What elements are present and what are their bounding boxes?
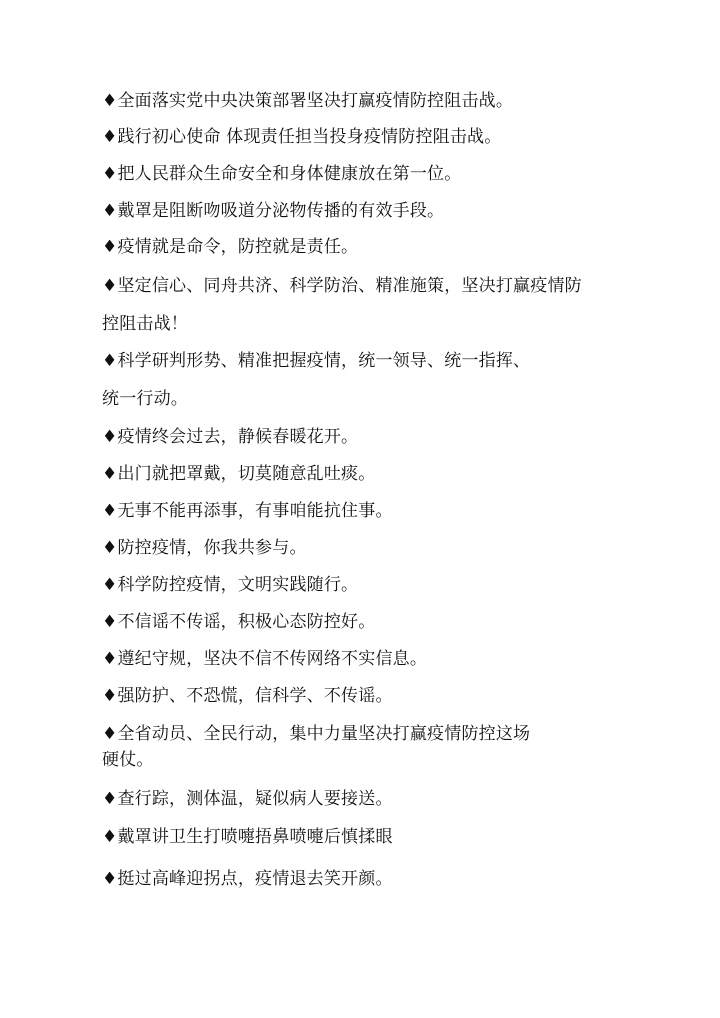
slogan-line: ♦践行初心使命 体现责任担当投身疫情防控阻击战。 <box>102 127 502 147</box>
slogan-line: ♦无事不能再添事，有事咱能抗住事。 <box>102 501 393 521</box>
slogan-line: ♦防控疫情，你我共参与。 <box>102 538 307 558</box>
slogan-line: ♦戴罩是阻断吻吸道分泌物传播的有效手段。 <box>102 201 445 221</box>
slogan-line-continuation: 硬仗。 <box>102 750 154 770</box>
slogan-line: ♦坚定信心、同舟共济、科学防治、精准施策，坚决打赢疫情防 <box>102 276 582 296</box>
slogan-line: ♦强防护、不恐慌，信科学、不传谣。 <box>102 686 393 706</box>
slogan-line: ♦不信谣不传谣，积极心态防控好。 <box>102 612 376 632</box>
slogan-line: ♦查行踪，测体温，疑似病人要接送。 <box>102 789 393 809</box>
slogan-line: ♦科学防控疫情，文明实践随行。 <box>102 575 359 595</box>
slogan-line: ♦全面落实党中央决策部署坚决打赢疫情防控阻击战。 <box>102 91 514 111</box>
slogan-line: ♦把人民群众生命安全和身体健康放在第一位。 <box>102 164 462 184</box>
slogan-line: ♦科学研判形势、精准把握疫情，统一领导、统一指挥、 <box>102 351 531 371</box>
slogan-line: ♦疫情就是命令，防控就是责任。 <box>102 237 359 257</box>
slogan-line-continuation: 统一行动。 <box>102 389 188 409</box>
slogan-line: ♦挺过高峰迎拐点，疫情退去笑开颜。 <box>102 869 393 889</box>
slogan-line: ♦遵纪守规，坚决不信不传网络不实信息。 <box>102 649 428 669</box>
slogan-line: ♦戴罩讲卫生打喷嚏捂鼻喷嚏后慎揉眼 <box>102 827 393 847</box>
slogan-line-continuation: 控阻击战！ <box>102 314 188 334</box>
slogan-line: ♦出门就把罩戴，切莫随意乱吐痰。 <box>102 464 376 484</box>
slogan-line: ♦疫情终会过去，静候春暖花开。 <box>102 427 359 447</box>
slogan-line: ♦全省动员、全民行动，集中力量坚决打赢疫情防控这场 <box>102 724 531 744</box>
